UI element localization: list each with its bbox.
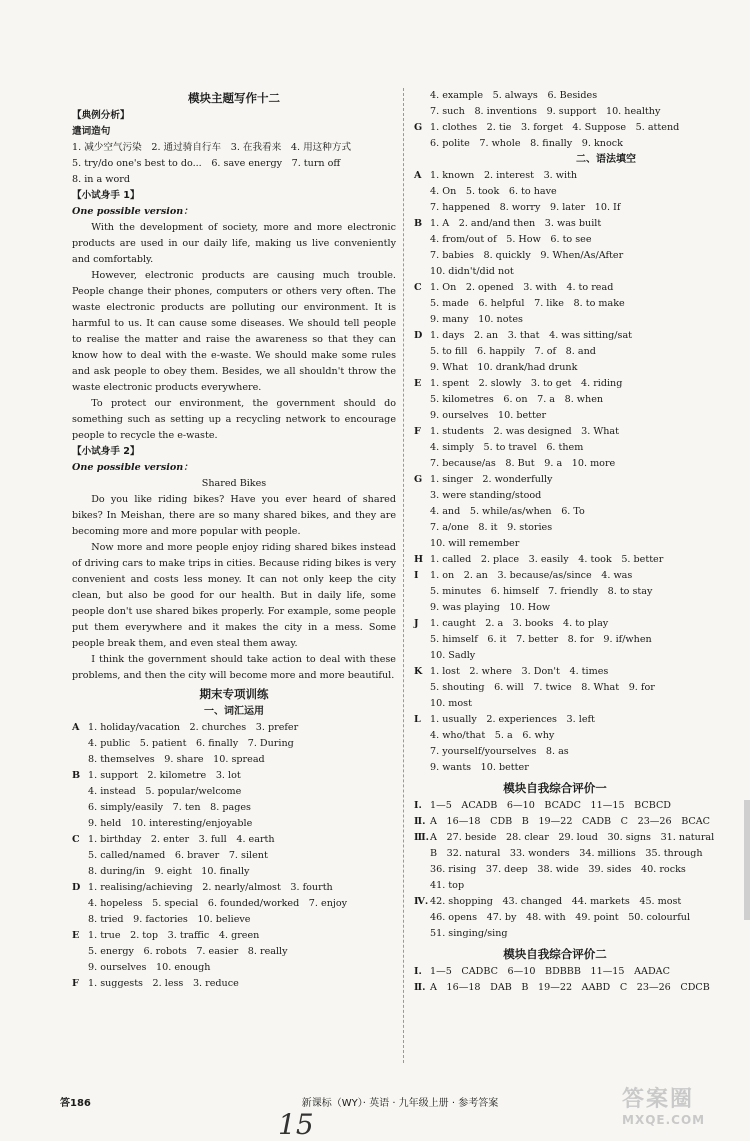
answer-text: 10. Sadly — [430, 650, 476, 661]
wording-line: 8. in a word — [72, 174, 130, 185]
group-key: D — [414, 330, 423, 341]
group-key — [414, 504, 430, 520]
answer-text: 5. made 6. helpful 7. like 8. to make — [430, 298, 625, 309]
group-key: F — [72, 978, 79, 989]
group-key — [72, 784, 88, 800]
group-key: G — [414, 122, 423, 133]
answer-text: 4. public 5. patient 6. finally 7. During — [88, 738, 294, 749]
answer-text: 9. What 10. drank/had drunk — [430, 362, 578, 373]
group-key — [414, 520, 430, 536]
answer-text: 42. shopping 43. changed 44. markets 45. most — [430, 896, 682, 907]
example-label: 【典例分析】 — [72, 110, 130, 121]
answer-text: 1. students 2. was designed 3. What — [430, 426, 619, 437]
group-key — [72, 800, 88, 816]
essay1-paragraph: However, electronic products are causing much trouble. People change their phones, computers or others very often. The waste electronic products are polluting our environment. It is harmful to us. It can cause some diseases. We should tell people to realise the matter and raise the awareness so that they can know how to deal with the e-waste. We should make some rules and ask people to obey them. Besides, we all shouldn't throw the waste electronic products everywhere. — [72, 270, 396, 393]
answer-row — [414, 248, 696, 264]
answer-text: 1. true 2. top 3. traffic 4. green — [88, 930, 260, 941]
vocab-continued-list — [414, 88, 696, 152]
answer-text: 9. ourselves 10. better — [430, 410, 547, 421]
answer-row — [414, 136, 696, 152]
group-key — [414, 744, 430, 760]
watermark-logo — [622, 1082, 742, 1132]
answer-row — [414, 392, 696, 408]
answer-row — [414, 264, 696, 280]
answer-text: 1. holiday/vacation 2. churches 3. prefer — [88, 722, 299, 733]
group-key: Ⅲ. — [414, 832, 430, 843]
group-key — [414, 760, 430, 776]
answer-row — [414, 440, 696, 456]
watermark-bottom: MXQE.COM — [622, 1113, 706, 1127]
answer-text: 8. themselves 9. share 10. spread — [88, 754, 265, 765]
group-key: Ⅰ. — [414, 966, 422, 977]
handwritten-number: 15 — [278, 1108, 314, 1141]
answer-row — [414, 964, 696, 980]
answer-row — [72, 944, 396, 960]
answer-text: 9. was playing 10. How — [430, 602, 551, 613]
group-key: D — [72, 882, 81, 893]
answer-text: 9. wants 10. better — [430, 762, 529, 773]
group-key — [414, 728, 430, 744]
group-key — [414, 232, 430, 248]
group-key — [414, 862, 430, 878]
answer-text: A 27. beside 28. clear 29. loud 30. signs 31. natural — [430, 832, 715, 843]
answer-text: 7. such 8. inventions 9. support 10. healthy — [430, 106, 661, 117]
answer-text: 1. lost 2. where 3. Don't 4. times — [430, 666, 609, 677]
version-label: One possible version： — [72, 462, 193, 473]
group-key — [414, 104, 430, 120]
answer-text: 1. support 2. kilometre 3. lot — [88, 770, 241, 781]
answer-row — [414, 88, 696, 104]
answer-row — [414, 814, 711, 830]
vocab-title: 一、词汇运用 — [204, 706, 264, 717]
try1-label: 【小试身手 1】 — [72, 190, 140, 201]
answer-row — [414, 408, 696, 424]
group-key: C — [414, 282, 422, 293]
answer-row — [414, 568, 696, 584]
answer-text: 1. birthday 2. enter 3. full 4. earth — [88, 834, 275, 845]
answer-text: 1. known 2. interest 3. with — [430, 170, 578, 181]
answer-row — [414, 728, 696, 744]
answer-text: 7. babies 8. quickly 9. When/As/After — [430, 250, 624, 261]
try2-label: 【小试身手 2】 — [72, 446, 140, 457]
answer-text: A 16—18 CDB B 19—22 CADB C 23—26 BCAC — [430, 816, 711, 827]
group-key — [414, 632, 430, 648]
answer-row — [414, 878, 696, 894]
group-key — [72, 944, 88, 960]
group-key — [72, 960, 88, 976]
answer-row — [414, 120, 696, 136]
grammar-answer-list — [414, 168, 696, 776]
answer-text: 10. didn't/did not — [430, 266, 514, 277]
answer-text: 1. days 2. an 3. that 4. was sitting/sat — [430, 330, 633, 341]
answer-text: 4. hopeless 5. special 6. founded/worked 7. enjoy — [88, 898, 348, 909]
answer-row — [414, 200, 696, 216]
answer-row — [72, 752, 396, 768]
answer-row — [414, 926, 696, 942]
answer-row — [72, 960, 396, 976]
answer-row — [72, 832, 396, 848]
answer-row — [72, 768, 396, 784]
answer-text: 5. called/named 6. braver 7. silent — [88, 850, 268, 861]
answer-text: 1. A 2. and/and then 3. was built — [430, 218, 602, 229]
group-key: Ⅱ. — [414, 982, 426, 993]
group-key: E — [72, 930, 80, 941]
answer-text: 5. kilometres 6. on 7. a 8. when — [430, 394, 604, 405]
answer-row — [414, 504, 696, 520]
answer-text: 1. on 2. an 3. because/as/since 4. was — [430, 570, 633, 581]
answer-text: 4. simply 5. to travel 6. them — [430, 442, 584, 453]
answer-row — [414, 104, 696, 120]
answer-text: 41. top — [430, 880, 465, 891]
group-key: I — [414, 570, 419, 581]
answer-text: 4. On 5. took 6. to have — [430, 186, 557, 197]
vocab-answer-list — [72, 720, 396, 992]
answer-row — [72, 976, 396, 992]
group-key: A — [414, 170, 422, 181]
left-column — [72, 88, 396, 992]
answer-text: 7. happened 8. worry 9. later 10. If — [430, 202, 621, 213]
answer-text: 36. rising 37. deep 38. wide 39. sides 40. rocks — [430, 864, 686, 875]
group-key — [414, 360, 430, 376]
eval2-answer-list — [414, 964, 710, 996]
answer-text: 10. most — [430, 698, 472, 709]
group-key — [72, 816, 88, 832]
answer-row — [72, 800, 396, 816]
watermark-top: 答案圈 — [622, 1087, 695, 1112]
group-key — [414, 408, 430, 424]
wording-line: 5. try/do one's best to do... 6. save energy 7. turn off — [72, 158, 341, 169]
group-key — [414, 680, 430, 696]
answer-text: 9. ourselves 10. enough — [88, 962, 211, 973]
group-key: Ⅰ. — [414, 800, 422, 811]
group-key: C — [72, 834, 80, 845]
answer-text: 5. himself 6. it 7. better 8. for 9. if/when — [430, 634, 652, 645]
answer-text: 6. polite 7. whole 8. finally 9. knock — [430, 138, 623, 149]
answer-row — [414, 376, 696, 392]
answer-row — [414, 600, 696, 616]
answer-row — [414, 894, 696, 910]
essay2-title: Shared Bikes — [201, 478, 267, 489]
page-number: 答186 — [60, 1098, 91, 1109]
group-key — [414, 296, 430, 312]
answer-text: 1. usually 2. experiences 3. left — [430, 714, 595, 725]
answer-row — [72, 864, 396, 880]
answer-row — [414, 696, 696, 712]
group-key — [414, 264, 430, 280]
answer-row — [72, 816, 396, 832]
answer-row — [414, 648, 696, 664]
version-label: One possible version： — [72, 206, 193, 217]
answer-row — [414, 680, 696, 696]
answer-row — [414, 798, 696, 814]
group-key: L — [414, 714, 421, 725]
answer-row — [72, 896, 396, 912]
answer-row — [414, 280, 696, 296]
eval1-answer-list — [414, 798, 715, 942]
answer-row — [414, 216, 696, 232]
essay1-paragraph: To protect our environment, the government should do something such as setting up a recycling network to encourage people to recycle the e-waste. — [72, 398, 396, 441]
answer-text: 4. instead 5. popular/welcome — [88, 786, 242, 797]
answer-row — [72, 784, 396, 800]
group-key — [414, 392, 430, 408]
group-key — [72, 896, 88, 912]
right-column — [414, 88, 715, 996]
answer-row — [72, 880, 396, 896]
essay2-paragraph: Do you like riding bikes? Have you ever heard of shared bikes? In Meishan, there are so many shared bikes, and they are becoming more and more popular with people. — [72, 494, 396, 537]
essay2-paragraph: I think the government should take action to deal with these problems, and then the city will become more and more beautiful. — [72, 654, 396, 681]
answer-text: 1. singer 2. wonderfully — [430, 474, 553, 485]
group-key — [414, 440, 430, 456]
answer-row — [72, 848, 396, 864]
answer-text: 6. simply/easily 7. ten 8. pages — [88, 802, 251, 813]
answer-row — [414, 744, 696, 760]
answer-text: 3. were standing/stood — [430, 490, 542, 501]
final-training-title: 期末专项训练 — [199, 687, 269, 701]
group-key — [72, 912, 88, 928]
answer-row — [72, 736, 396, 752]
group-key — [414, 846, 430, 862]
group-key: F — [414, 426, 421, 437]
answer-row — [414, 616, 696, 632]
group-key: Ⅳ. — [414, 896, 429, 907]
grammar-title: 二、语法填空 — [576, 154, 636, 165]
answer-text: 8. during/in 9. eight 10. finally — [88, 866, 250, 877]
answer-text: 7. yourself/yourselves 8. as — [430, 746, 569, 757]
group-key: K — [414, 666, 423, 677]
group-key — [414, 88, 430, 104]
essay2-paragraph: Now more and more people enjoy riding shared bikes instead of driving cars to make trips in cities. Because riding bikes is very convenient and costs less money. It can not only keep the city clean, but also be good for our health. But in daily life, some people don't use shared bikes properly. For example, some people put them everywhere and it makes the city in a mess. Some people break them, and even steal them away. — [72, 542, 396, 649]
group-key — [414, 926, 430, 942]
wording-label: 遣词造句 — [72, 126, 111, 137]
book-title: 新课标（WY）· 英语 · 九年级上册 · 参考答案 — [301, 1098, 499, 1109]
answer-row — [414, 552, 696, 568]
answer-row — [414, 184, 696, 200]
wording-line: 1. 减少空气污染 2. 通过骑自行车 3. 在我看来 4. 用这种方式 — [72, 142, 352, 153]
group-key — [414, 200, 430, 216]
answer-text: 7. a/one 8. it 9. stories — [430, 522, 553, 533]
answer-text: 4. example 5. always 6. Besides — [430, 90, 598, 101]
answer-text: 8. tried 9. factories 10. believe — [88, 914, 251, 925]
answer-text: 5. minutes 6. himself 7. friendly 8. to stay — [430, 586, 653, 597]
answer-text: 1. suggests 2. less 3. reduce — [88, 978, 239, 989]
answer-row — [414, 862, 696, 878]
answer-row — [414, 536, 696, 552]
answer-row — [414, 456, 696, 472]
essay1-paragraph: With the development of society, more and more electronic products are used in our daily life, making us live conveniently and comfortably. — [72, 222, 396, 265]
group-key — [414, 600, 430, 616]
answer-row — [414, 664, 696, 680]
answer-text: 1. caught 2. a 3. books 4. to play — [430, 618, 609, 629]
answer-row — [414, 846, 703, 862]
group-key — [414, 344, 430, 360]
answer-row — [414, 584, 696, 600]
answer-text: 1. On 2. opened 3. with 4. to read — [430, 282, 614, 293]
answer-text: 4. who/that 5. a 6. why — [430, 730, 555, 741]
answer-text: 5. to fill 6. happily 7. of 8. and — [430, 346, 596, 357]
answer-row — [414, 712, 696, 728]
answer-text: 7. because/as 8. But 9. a 10. more — [430, 458, 616, 469]
group-key: H — [414, 554, 424, 565]
answer-text: 9. many 10. notes — [430, 314, 523, 325]
answer-row — [414, 168, 696, 184]
answer-row — [414, 312, 696, 328]
group-key — [414, 248, 430, 264]
group-key: B — [72, 770, 81, 781]
group-key: Ⅱ. — [414, 816, 426, 827]
answer-text: 1. called 2. place 3. easily 4. took 5. better — [430, 554, 664, 565]
group-key — [72, 848, 88, 864]
answer-row — [414, 296, 696, 312]
writing-section-title: 模块主题写作十二 — [188, 91, 280, 105]
answer-text: 1. realising/achieving 2. nearly/almost 3. fourth — [88, 882, 333, 893]
answer-row — [414, 472, 696, 488]
group-key — [414, 696, 430, 712]
group-key — [414, 878, 430, 894]
answer-text: B 32. natural 33. wonders 34. millions 35. through — [430, 848, 703, 859]
answer-text: 4. from/out of 5. How 6. to see — [430, 234, 592, 245]
answer-text: 46. opens 47. by 48. with 49. point 50. colourful — [430, 912, 691, 923]
group-key — [414, 184, 430, 200]
answer-text: 1. clothes 2. tie 3. forget 4. Suppose 5. attend — [430, 122, 680, 133]
answer-row — [414, 232, 696, 248]
answer-row — [72, 720, 396, 736]
column-divider — [403, 88, 404, 1063]
eval1-title: 模块自我综合评价一 — [503, 781, 607, 795]
answer-row — [414, 424, 696, 440]
group-key — [72, 736, 88, 752]
answer-text: 51. singing/sing — [430, 928, 508, 939]
answer-row — [72, 912, 396, 928]
group-key: A — [72, 722, 80, 733]
answer-text: 1. spent 2. slowly 3. to get 4. riding — [430, 378, 623, 389]
answer-row — [414, 344, 696, 360]
group-key — [414, 910, 430, 926]
answer-text: 9. held 10. interesting/enjoyable — [88, 818, 253, 829]
answer-row — [72, 928, 396, 944]
group-key: J — [414, 618, 419, 629]
answer-row — [414, 520, 696, 536]
answer-row — [414, 910, 696, 926]
answer-text: 1—5 CADBC 6—10 BDBBB 11—15 AADAC — [430, 966, 670, 977]
group-key — [72, 752, 88, 768]
eval2-title: 模块自我综合评价二 — [503, 947, 607, 961]
answer-row — [414, 328, 696, 344]
group-key — [72, 864, 88, 880]
answer-text: 1—5 ACADB 6—10 BCADC 11—15 BCBCD — [430, 800, 671, 811]
group-key — [414, 312, 430, 328]
page-edge — [744, 800, 750, 920]
group-key: G — [414, 474, 423, 485]
answer-text: 5. energy 6. robots 7. easier 8. really — [88, 946, 288, 957]
group-key — [414, 536, 430, 552]
answer-text: A 16—18 DAB B 19—22 AABD C 23—26 CDCB — [430, 982, 710, 993]
answer-text: 10. will remember — [430, 538, 520, 549]
answer-row — [414, 360, 696, 376]
group-key: E — [414, 378, 422, 389]
answer-row — [414, 760, 696, 776]
answer-row — [414, 488, 696, 504]
answer-row — [414, 980, 710, 996]
group-key — [414, 584, 430, 600]
answer-text: 4. and 5. while/as/when 6. To — [430, 506, 585, 517]
answer-row — [414, 830, 715, 846]
group-key — [414, 456, 430, 472]
group-key — [414, 648, 430, 664]
group-key: B — [414, 218, 423, 229]
group-key — [414, 488, 430, 504]
answer-row — [414, 632, 696, 648]
answer-text: 5. shouting 6. will 7. twice 8. What 9. for — [430, 682, 655, 693]
group-key — [414, 136, 430, 152]
